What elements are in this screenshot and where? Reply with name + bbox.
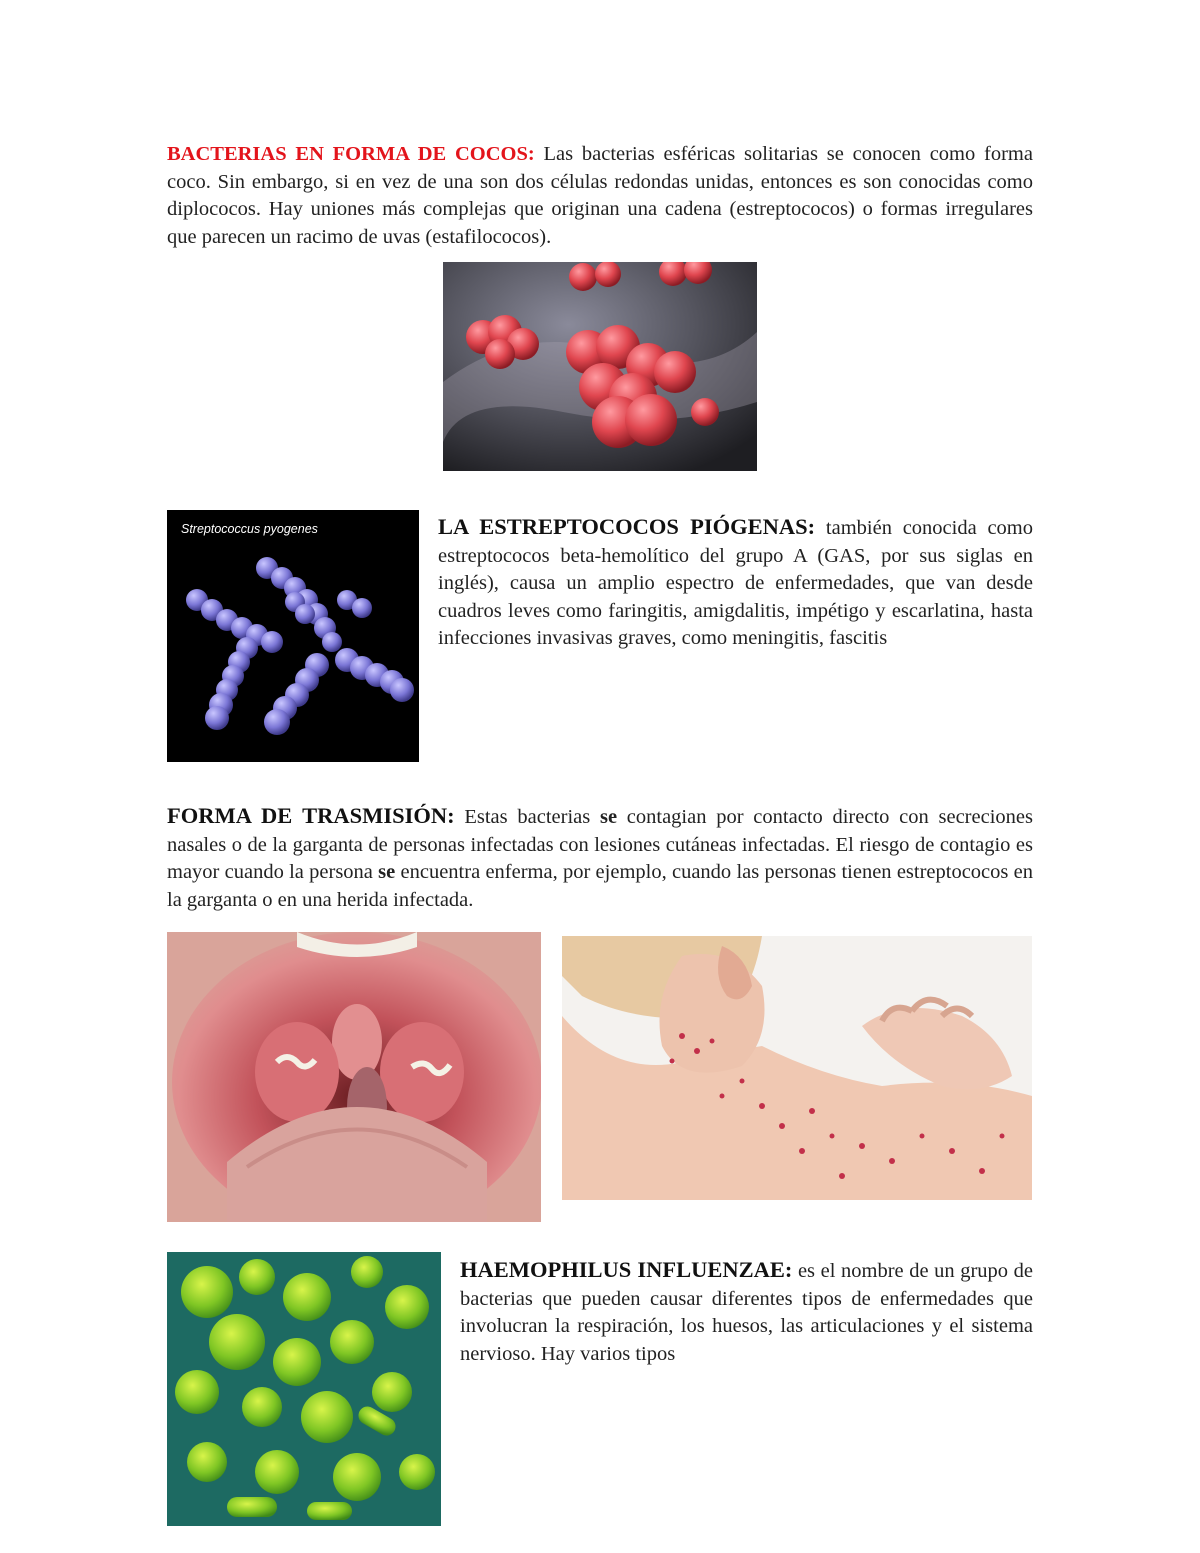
haemophilus-image	[167, 1252, 441, 1526]
section-haemophilus-paragraph	[460, 1256, 1033, 1368]
section-trasmision-text-a: Estas bacterias	[454, 806, 600, 828]
section-haemophilus-text: es el nombre de un grupo de bacterias que pueden causar diferentes tipos de enfermedades que involucran la respiración, los huesos, las articulaciones y el sistema nervioso. Hay varios tipos	[460, 1260, 1033, 1365]
section-cocos-heading: BACTERIAS EN FORMA DE COCOS:	[167, 143, 535, 165]
section-trasmision-bold-1: se	[599, 806, 618, 828]
throat-image	[167, 932, 541, 1222]
section-trasmision-paragraph	[167, 802, 1033, 914]
section-cocos-paragraph	[167, 141, 1033, 251]
section-trasmision-heading: FORMA DE TRASMISIÓN:	[167, 803, 455, 828]
section-estreptococos-text: también conocida como estreptococos beta-hemolítico del grupo A (GAS, por sus siglas en inglés), causa un amplio espectro de enfermedades, que van desde cuadros leves como faringitis, amigdalitis, impétigo y escarlatina, hasta infecciones invasivas graves, como meningitis, fascitis	[438, 517, 1033, 649]
section-estreptococos-heading: LA ESTREPTOCOCOS PIÓGENAS:	[438, 514, 816, 539]
section-trasmision-bold-2: se	[378, 861, 396, 883]
streptococcus-image	[167, 510, 419, 762]
cocci-image	[443, 262, 757, 471]
streptococcus-caption: Streptococcus pyogenes	[181, 522, 318, 536]
section-estreptococos-paragraph	[438, 513, 1033, 653]
rash-image	[562, 936, 1032, 1200]
section-haemophilus-heading: HAEMOPHILUS INFLUENZAE:	[460, 1257, 793, 1282]
section-cocos-text: Las bacterias esféricas solitarias se conocen como forma coco. Sin embargo, si en vez de una son dos células redondas unidas, entonces es son conocidas como diplococos. Hay uniones más complejas que originan una cadena (estreptococos) o formas irregulares que parecen un racimo de uvas (estafilococos).	[167, 143, 1033, 248]
section-trasmision-text-c: encuentra enferma, por ejemplo, cuando las personas tienen estreptococos en la garganta o en una herida infectada.	[167, 861, 1033, 911]
section-trasmision-text-b: contagian por contacto directo con secreciones nasales o de la garganta de personas infectadas con lesiones cutáneas infectadas. El riesgo de contagio es mayor cuando la persona	[167, 806, 1033, 883]
